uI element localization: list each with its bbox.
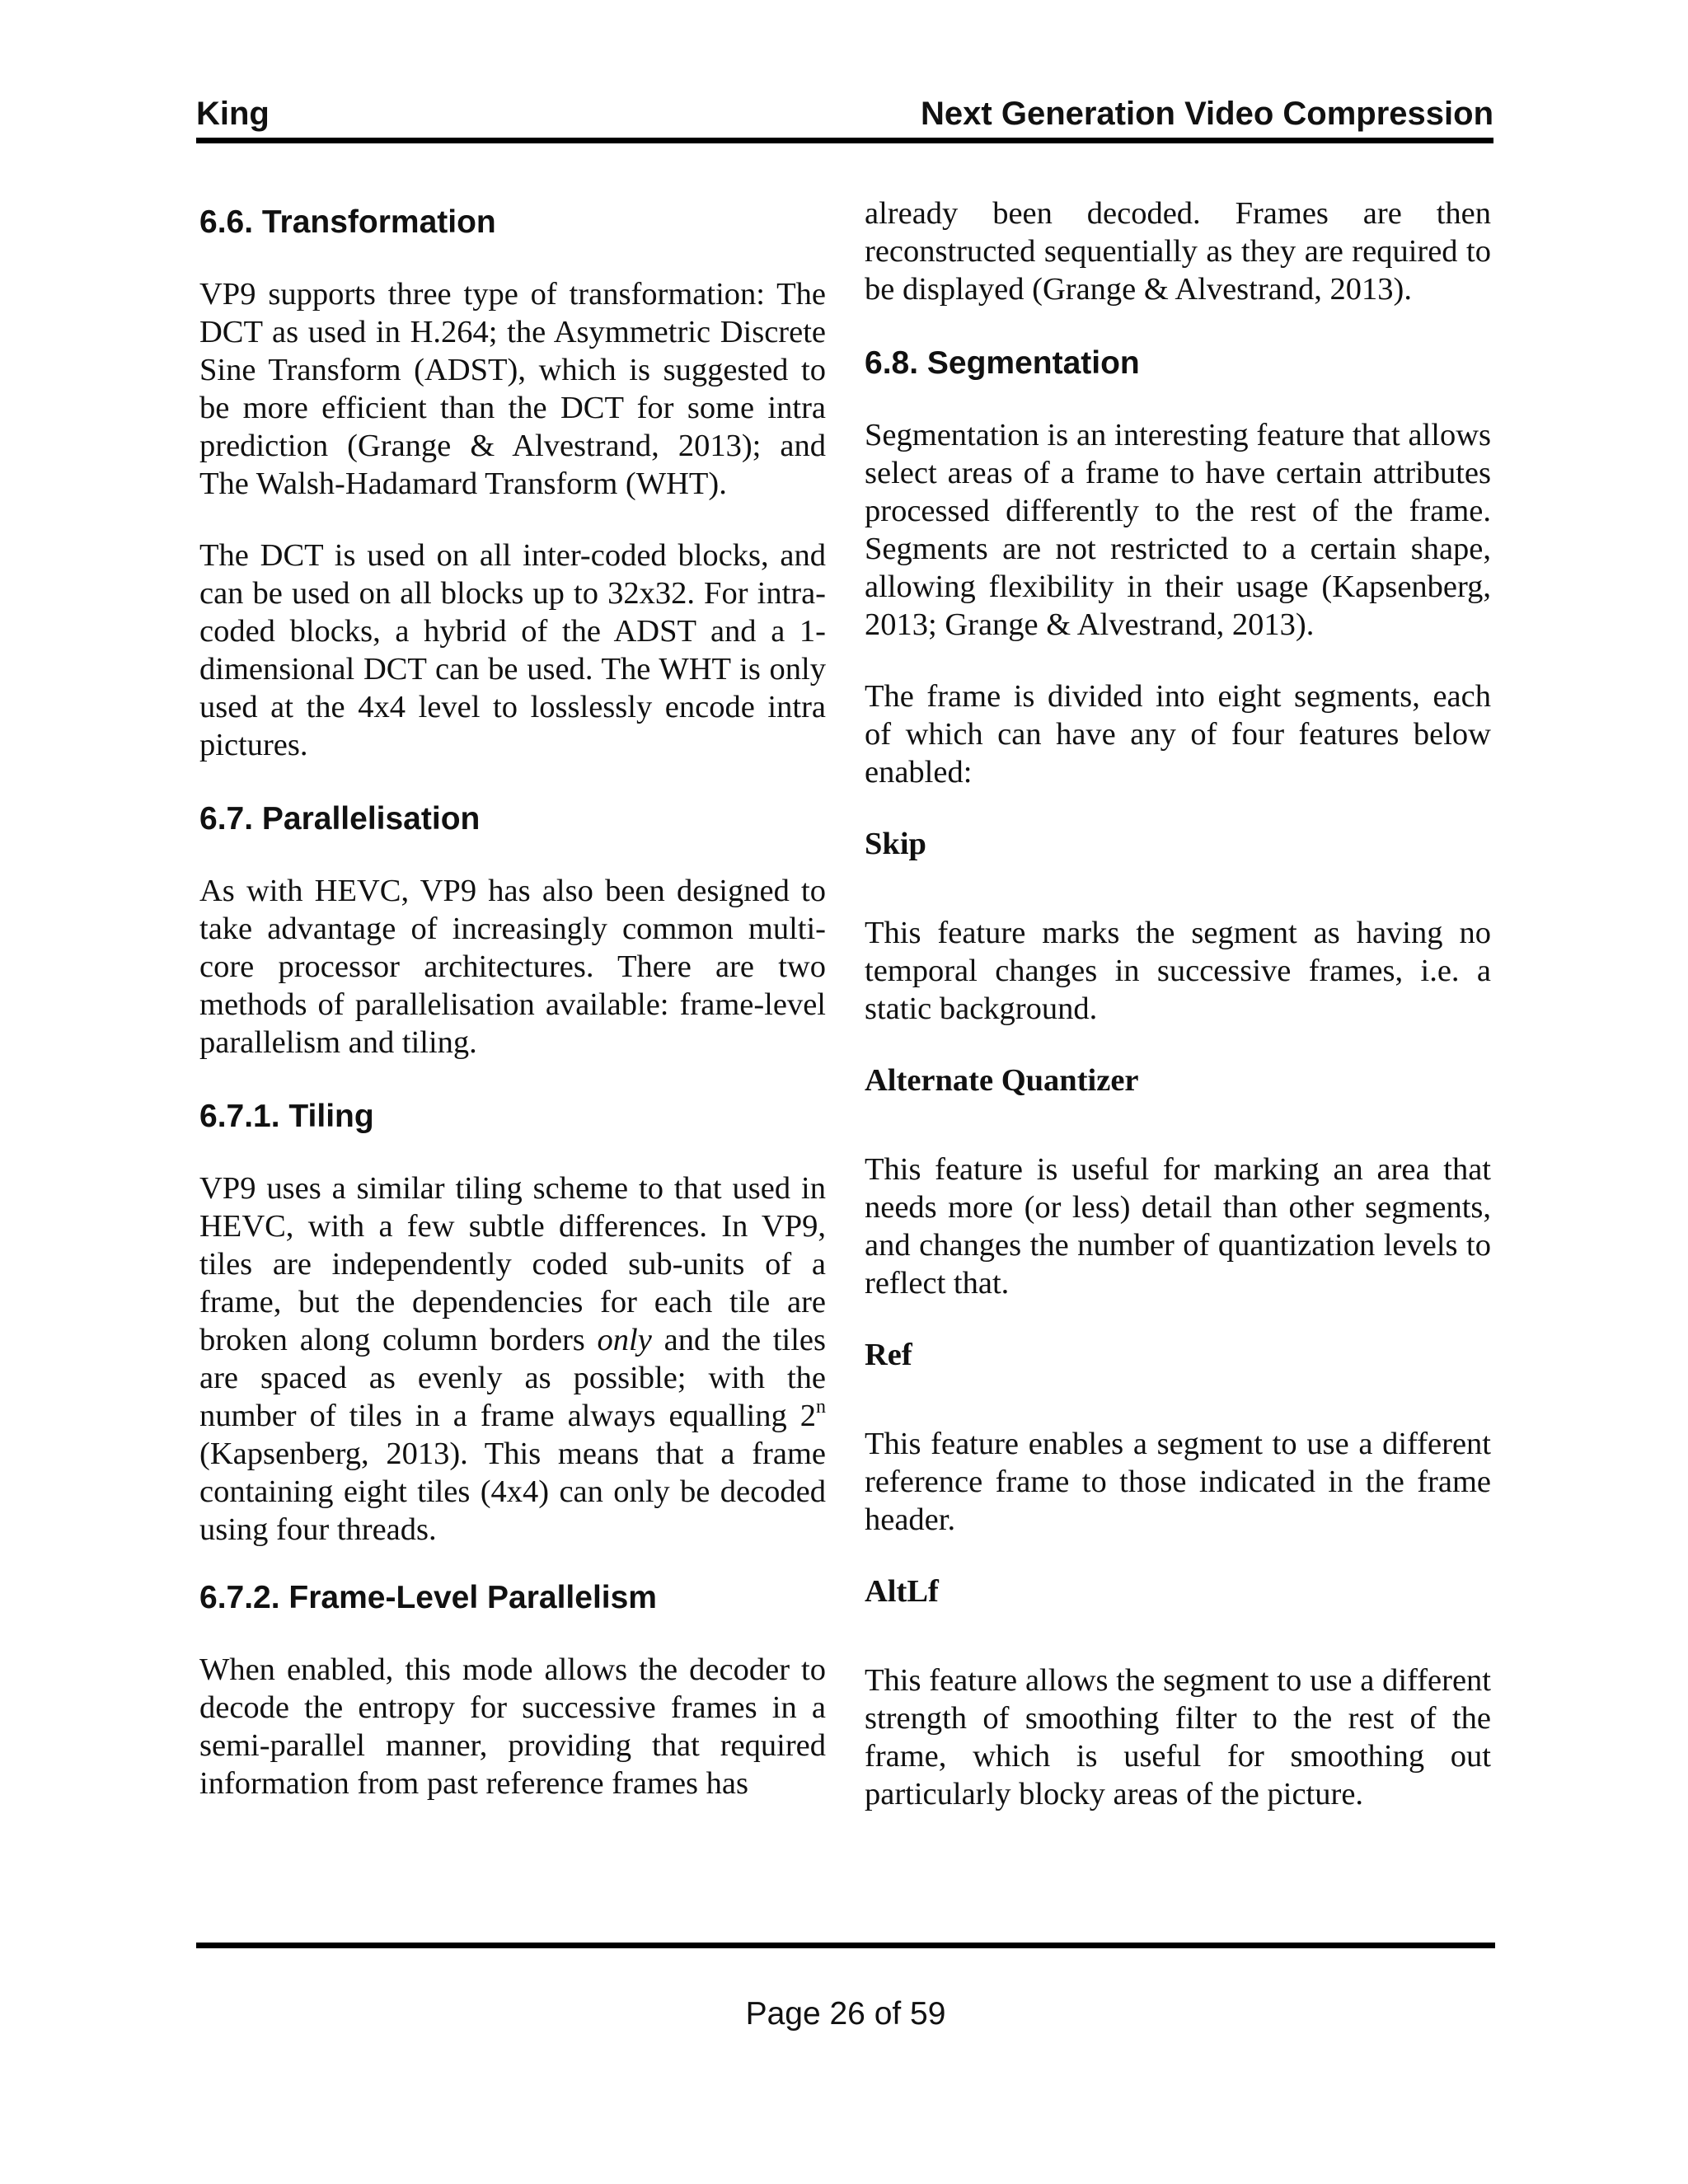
segmentation-paragraph-1: Segmentation is an interesting feature that allows select areas of a frame to have certain attributes processed differently to the rest of the frame. Segments are not restricted to a certain shape, allowing flexibility in their usage (Kapsenberg, 2013; Grange & Alvestrand, 2013). [865,418,1491,642]
feature-text-ref: This feature enables a segment to use a different reference frame to those indicated in the frame header. [865,1427,1491,1537]
segmentation-paragraph-2: The frame is divided into eight segments, each of which can have any of four features below enabled: [865,679,1491,790]
tiling-emphasis: only [597,1323,652,1357]
header-author: King [196,96,270,132]
tiling-text-c: (Kapsenberg, 2013). This means that a frame containing eight tiles (4x4) can only be decoded using four threads. [199,1436,826,1547]
header-title: Next Generation Video Compression [921,96,1493,132]
right-column [865,194,1491,1847]
frame-level-paragraph: When enabled, this mode allows the decoder to decode the entropy for successive frames in a semi-parallel manner, providing that required information from past reference frames has [199,1652,826,1801]
transformation-paragraph-2: The DCT is used on all inter-coded blocks, and can be used on all blocks up to 32x32. For intra-coded blocks, a hybrid of the ADST and a 1-dimensional DCT can be used. The WHT is only used at the 4x4 level to losslessly encode intra pictures. [199,538,826,762]
footer-rule [196,1943,1495,1948]
section-heading-parallelisation: 6.7. Parallelisation [199,801,481,837]
parallelisation-paragraph: As with HEVC, VP9 has also been designed to take advantage of increasingly common multi-core processor architectures. There are two methods of parallelisation available: frame-level parallelism and tiling. [199,874,826,1060]
section-heading-transformation: 6.6. Transformation [199,204,496,240]
continuation-paragraph: already been decoded. Frames are then reconstructed sequentially as they are required to be displayed (Grange & Alvestrand, 2013). [865,196,1491,307]
left-column [199,194,826,1836]
section-heading-segmentation: 6.8. Segmentation [865,345,1140,381]
tiling-superscript: n [816,1396,826,1418]
feature-text-altlf: This feature allows the segment to use a different strength of smoothing filter to the rest of the frame, which is useful for smoothing out particularly blocky areas of the picture. [865,1663,1491,1811]
header-rule [196,138,1493,143]
tiling-text-a: VP9 uses a similar tiling scheme to that used in HEVC, with a few subtle differences. In VP9, tiles are independently coded sub-units of a frame, but the dependencies for each tile are broken along column borders [199,1171,826,1357]
section-heading-frame-level-parallelism: 6.7.2. Frame-Level Parallelism [199,1580,657,1615]
running-header [196,96,1493,138]
page-number: Page 26 of 59 [745,1996,946,2032]
section-heading-tiling: 6.7.1. Tiling [199,1099,374,1134]
feature-title-alternate-quantizer: Alternate Quantizer [865,1063,1139,1098]
feature-title-altlf: AltLf [865,1574,939,1609]
tiling-paragraph [199,1169,826,1549]
transformation-paragraph-1: VP9 supports three type of transformation: The DCT as used in H.264; the Asymmetric Discrete Sine Transform (ADST), which is suggested to be more efficient than the DCT for some intra prediction (Grange & Alvestrand, 2013); and The Walsh-Hadamard Transform (WHT). [199,277,826,501]
tiling-text-b: and the tiles are spaced as evenly as possible; with the number of tiles in a frame always equalling 2 [199,1323,826,1433]
feature-title-ref: Ref [865,1338,912,1372]
feature-text-skip: This feature marks the segment as having no temporal changes in successive frames, i.e. a static background. [865,916,1491,1026]
feature-text-alternate-quantizer: This feature is useful for marking an area that needs more (or less) detail than other segments, and changes the number of quantization levels to reflect that. [865,1152,1491,1301]
feature-title-skip: Skip [865,827,926,861]
